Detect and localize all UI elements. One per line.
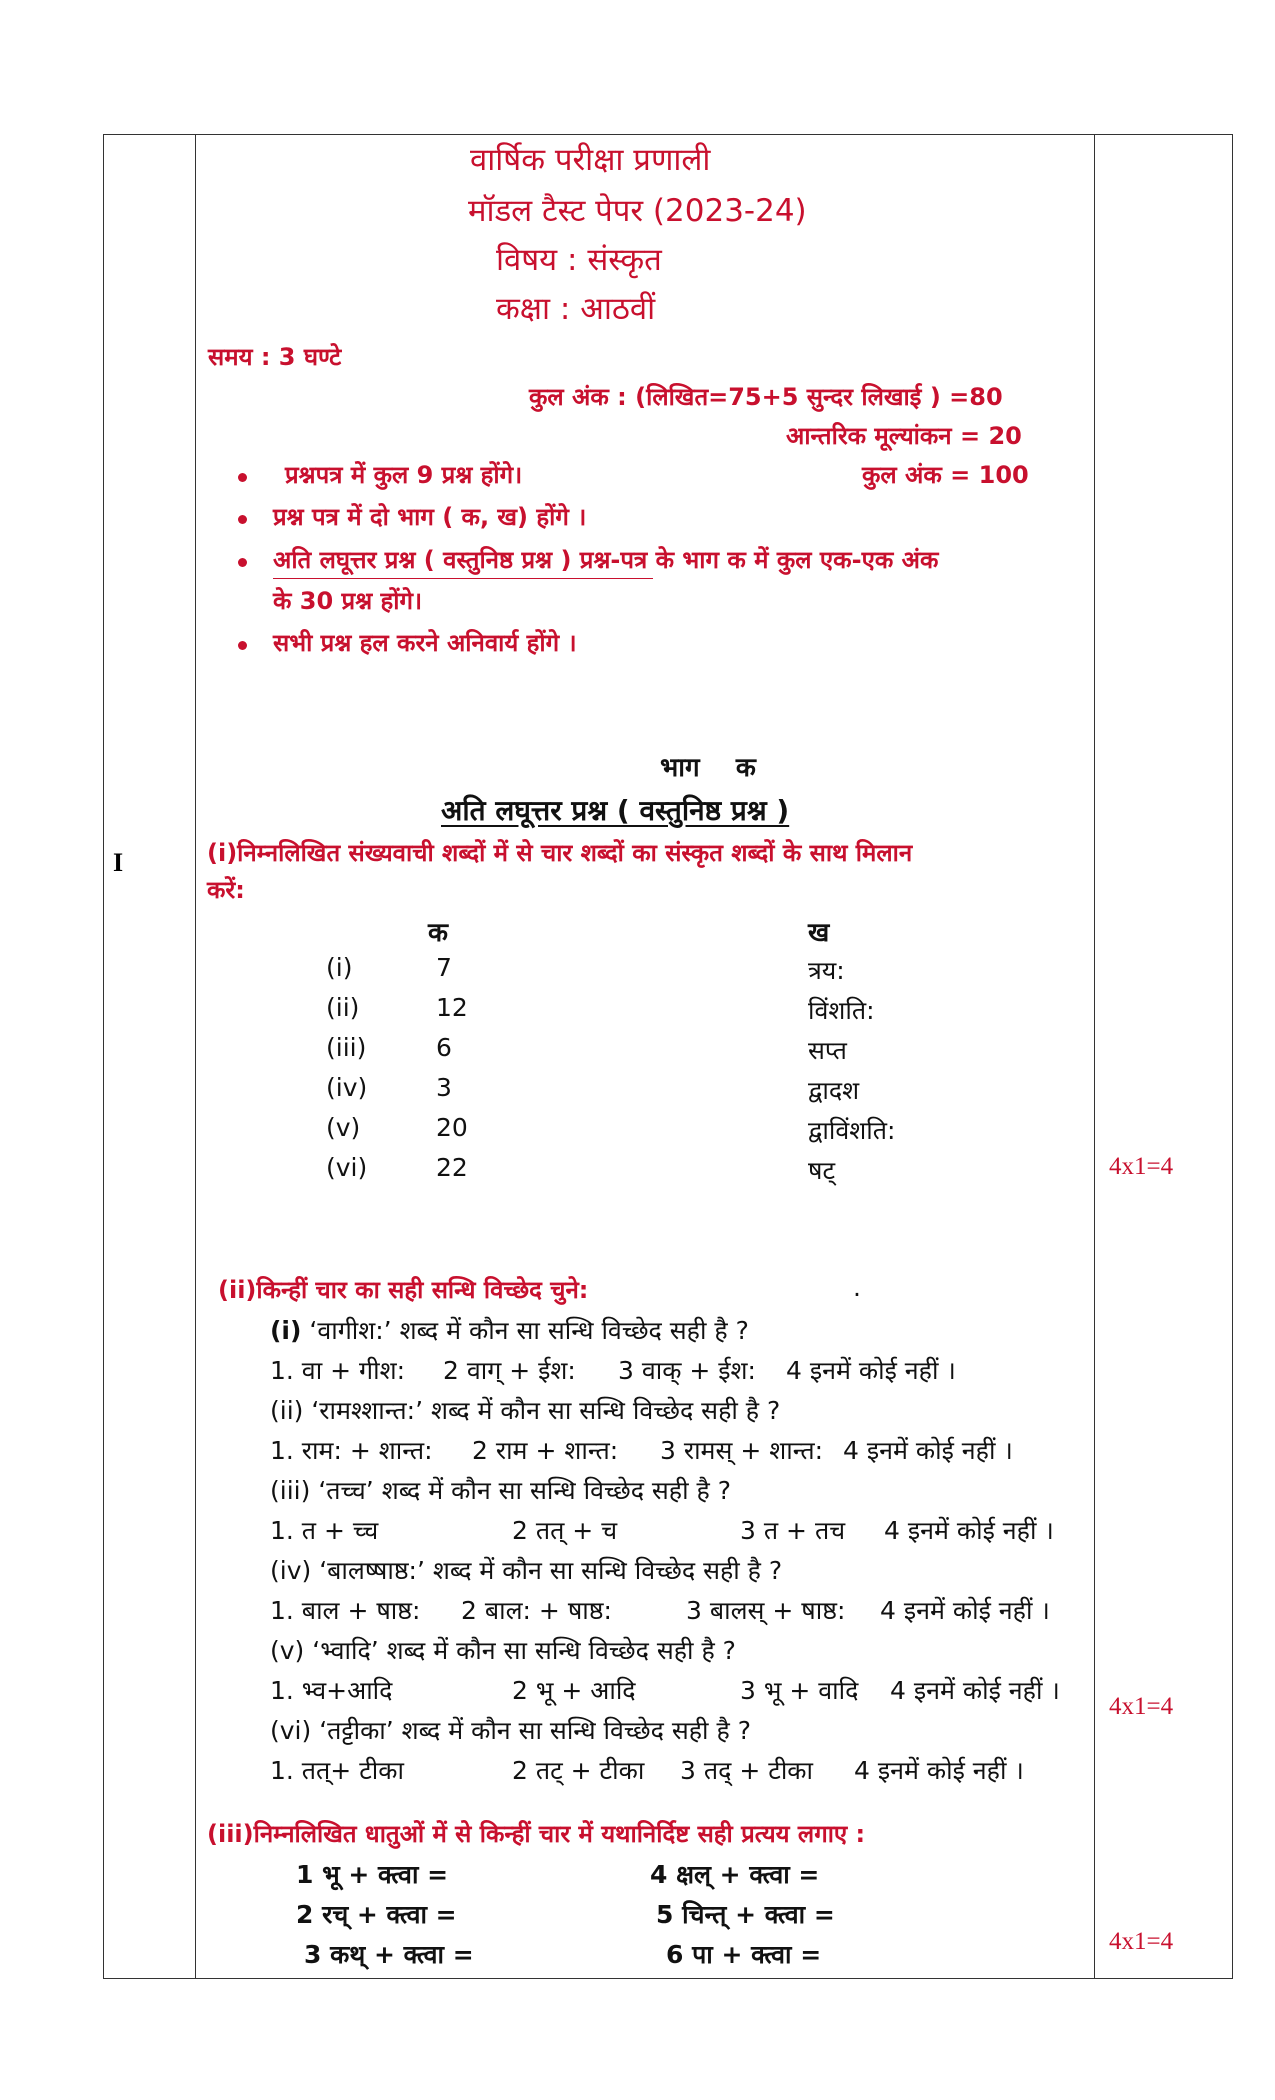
bullet-icon (238, 641, 247, 650)
bullet-icon (238, 473, 247, 482)
q1-marks: 4x1=4 (1109, 1153, 1174, 1180)
q3-item: 3 कथ् + क्त्वा = (304, 1940, 474, 1969)
q1-row-sanskrit: द्वादश (808, 1076, 860, 1105)
q2-option: 3 वाक् + ईश: (618, 1356, 756, 1385)
instruction-3-continued: के 30 प्रश्न होंगे। (273, 587, 423, 615)
q2-item-number: (iii) (270, 1476, 311, 1505)
q2-option: 3 बालस् + षाष्ठ: (686, 1596, 846, 1625)
q2-item-question (270, 1633, 736, 1667)
q2-item-text: ‘भ्वादि’ शब्द में कौन सा सन्धि विच्छेद सही है ? (312, 1636, 736, 1665)
q2-item-number: (i) (270, 1316, 302, 1345)
q2-option: 1. तत्+ टीका (270, 1756, 404, 1785)
q2-option: 1. राम: + शान्त: (270, 1436, 433, 1465)
q2-option: 2 वाग् + ईश: (443, 1356, 576, 1385)
q2-item-text: ‘रामश्शान्त:’ शब्द में कौन सा सन्धि विच्छेद सही है ? (311, 1396, 781, 1425)
q1-heading: (i)निम्नलिखित संख्यवाची शब्दों में से चार शब्दों का संस्कृत शब्दों के साथ मिलान (207, 839, 913, 867)
section-title: भाग क (660, 753, 756, 783)
q1-column-b-header: ख (808, 918, 830, 948)
column-divider-right (1094, 135, 1095, 1978)
q3-item: 5 चिन्त् + क्त्वा = (656, 1900, 835, 1929)
q1-row-number: (iv) (326, 1073, 368, 1102)
grand-total-marks: कुल अंक = 100 (862, 461, 1029, 489)
q2-option: 4 इनमें कोई नहीं । (884, 1516, 1054, 1545)
q2-marks: 4x1=4 (1109, 1693, 1174, 1720)
q2-item-number: (iv) (270, 1556, 312, 1585)
q2-option: 1. बाल + षाष्ठ: (270, 1596, 421, 1625)
q1-row-number: (ii) (326, 993, 360, 1022)
q2-item-number: (v) (270, 1636, 305, 1665)
time-info: समय : 3 घण्टे (208, 343, 342, 371)
class-title: कक्षा : आठवीं (496, 291, 656, 327)
q2-option: 3 भू + वादि (740, 1676, 859, 1705)
q3-item: 2 रच् + क्त्वा = (296, 1900, 457, 1929)
q2-option: 4 इनमें कोई नहीं । (880, 1596, 1050, 1625)
instruction-4: सभी प्रश्न हल करने अनिवार्य होंगे । (273, 629, 577, 657)
instruction-1: प्रश्नपत्र में कुल 9 प्रश्न होंगे। (285, 461, 523, 489)
q3-heading: (iii)निम्नलिखित धातुओं में से किन्हीं चार में यथानिर्दिष्ट सही प्रत्यय लगाए : (207, 1820, 866, 1848)
q1-row-number: (v) (326, 1113, 361, 1142)
q2-heading: (ii)किन्हीं चार का सही सन्धि विच्छेद चुने: (218, 1276, 589, 1304)
q1-row-number: (iii) (326, 1033, 367, 1062)
q2-option: 2 राम + शान्त: (472, 1436, 619, 1465)
q1-row-number: (i) (326, 953, 353, 982)
q2-item-text: ‘तच्च’ शब्द में कौन सा सन्धि विच्छेद सही है ? (318, 1476, 731, 1505)
q1-row-sanskrit: विंशति: (808, 996, 875, 1025)
q2-item-question (270, 1473, 731, 1507)
column-divider-left (195, 135, 196, 1978)
q2-option: 3 रामस् + शान्त: (660, 1436, 824, 1465)
subject-title: विषय : संस्कृत (496, 242, 662, 278)
q1-row-sanskrit: सप्त (808, 1036, 847, 1065)
roman-numeral: I (113, 848, 124, 877)
q2-item-text: ‘वागीश:’ शब्द में कौन सा सन्धि विच्छेद सही है ? (309, 1316, 749, 1345)
q2-option: 4 इनमें कोई नहीं । (854, 1756, 1024, 1785)
instruction-2: प्रश्न पत्र में दो भाग ( क, ख) होंगे । (273, 503, 587, 531)
q2-option: 4 इनमें कोई नहीं । (843, 1436, 1013, 1465)
q2-option: 3 त + तच (740, 1516, 846, 1545)
q2-item-question (270, 1553, 782, 1587)
q1-row-value: 3 (436, 1073, 452, 1102)
q2-option: 4 इनमें कोई नहीं । (786, 1356, 956, 1385)
q1-heading-continued: करें: (207, 876, 245, 904)
instruction-3: अति लघूत्तर प्रश्न ( वस्तुनिष्ठ प्रश्न ) प्रश्न-पत्र के भाग क में कुल एक-एक अंक (273, 546, 939, 574)
q2-option: 1. वा + गीश: (270, 1356, 405, 1385)
exam-system-title: वार्षिक परीक्षा प्रणाली (470, 142, 711, 178)
section-subtitle: अति लघूत्तर प्रश्न ( वस्तुनिष्ठ प्रश्न ) (441, 794, 790, 827)
q2-stray-dot: . (853, 1273, 861, 1302)
total-written-marks: कुल अंक : (लिखित=75+5 सुन्दर लिखाई ) =80 (529, 383, 1003, 411)
q2-option: 2 भू + आदि (512, 1676, 636, 1705)
q3-item: 1 भू + क्त्वा = (296, 1860, 449, 1889)
q3-marks: 4x1=4 (1109, 1928, 1174, 1955)
q1-row-value: 22 (436, 1153, 468, 1182)
q2-item-question (270, 1713, 751, 1747)
q2-item-question (270, 1393, 780, 1427)
q2-item-number: (vi) (270, 1716, 312, 1745)
q2-option: 3 तद् + टीका (680, 1756, 813, 1785)
q1-row-value: 7 (436, 953, 452, 982)
q2-item-text: ‘तट्टीका’ शब्द में कौन सा सन्धि विच्छेद सही है ? (319, 1716, 751, 1745)
q2-option: 2 तट् + टीका (512, 1756, 645, 1785)
q2-option: 2 तत् + च (512, 1516, 618, 1545)
q2-item-text: ‘बालष्षाष्ठ:’ शब्द में कौन सा सन्धि विच्छेद सही है ? (319, 1556, 783, 1585)
q1-row-value: 6 (436, 1033, 452, 1062)
q1-row-number: (vi) (326, 1153, 368, 1182)
bullet-icon (238, 558, 247, 567)
q1-row-sanskrit: त्रय: (808, 956, 845, 985)
q3-item: 4 क्षल् + क्त्वा = (650, 1860, 820, 1889)
q1-row-sanskrit: द्वाविंशति: (808, 1116, 896, 1145)
q2-option: 4 इनमें कोई नहीं । (890, 1676, 1060, 1705)
q2-item-number: (ii) (270, 1396, 304, 1425)
instruction-underline (273, 578, 653, 579)
model-paper-title: मॉडल टैस्ट पेपर (2023-24) (468, 193, 807, 229)
q1-row-sanskrit: षट् (808, 1156, 836, 1185)
q1-row-value: 20 (436, 1113, 468, 1142)
q2-item-question (270, 1313, 749, 1347)
bullet-icon (238, 515, 247, 524)
q2-option: 1. भ्व+आदि (270, 1676, 393, 1705)
q2-option: 1. त + च्च (270, 1516, 379, 1545)
q1-column-a-header: क (428, 918, 448, 948)
q2-option: 2 बाल: + षाष्ठ: (461, 1596, 612, 1625)
q3-item: 6 पा + क्त्वा = (666, 1940, 822, 1969)
internal-assessment: आन्तरिक मूल्यांकन = 20 (786, 422, 1022, 450)
q1-row-value: 12 (436, 993, 468, 1022)
